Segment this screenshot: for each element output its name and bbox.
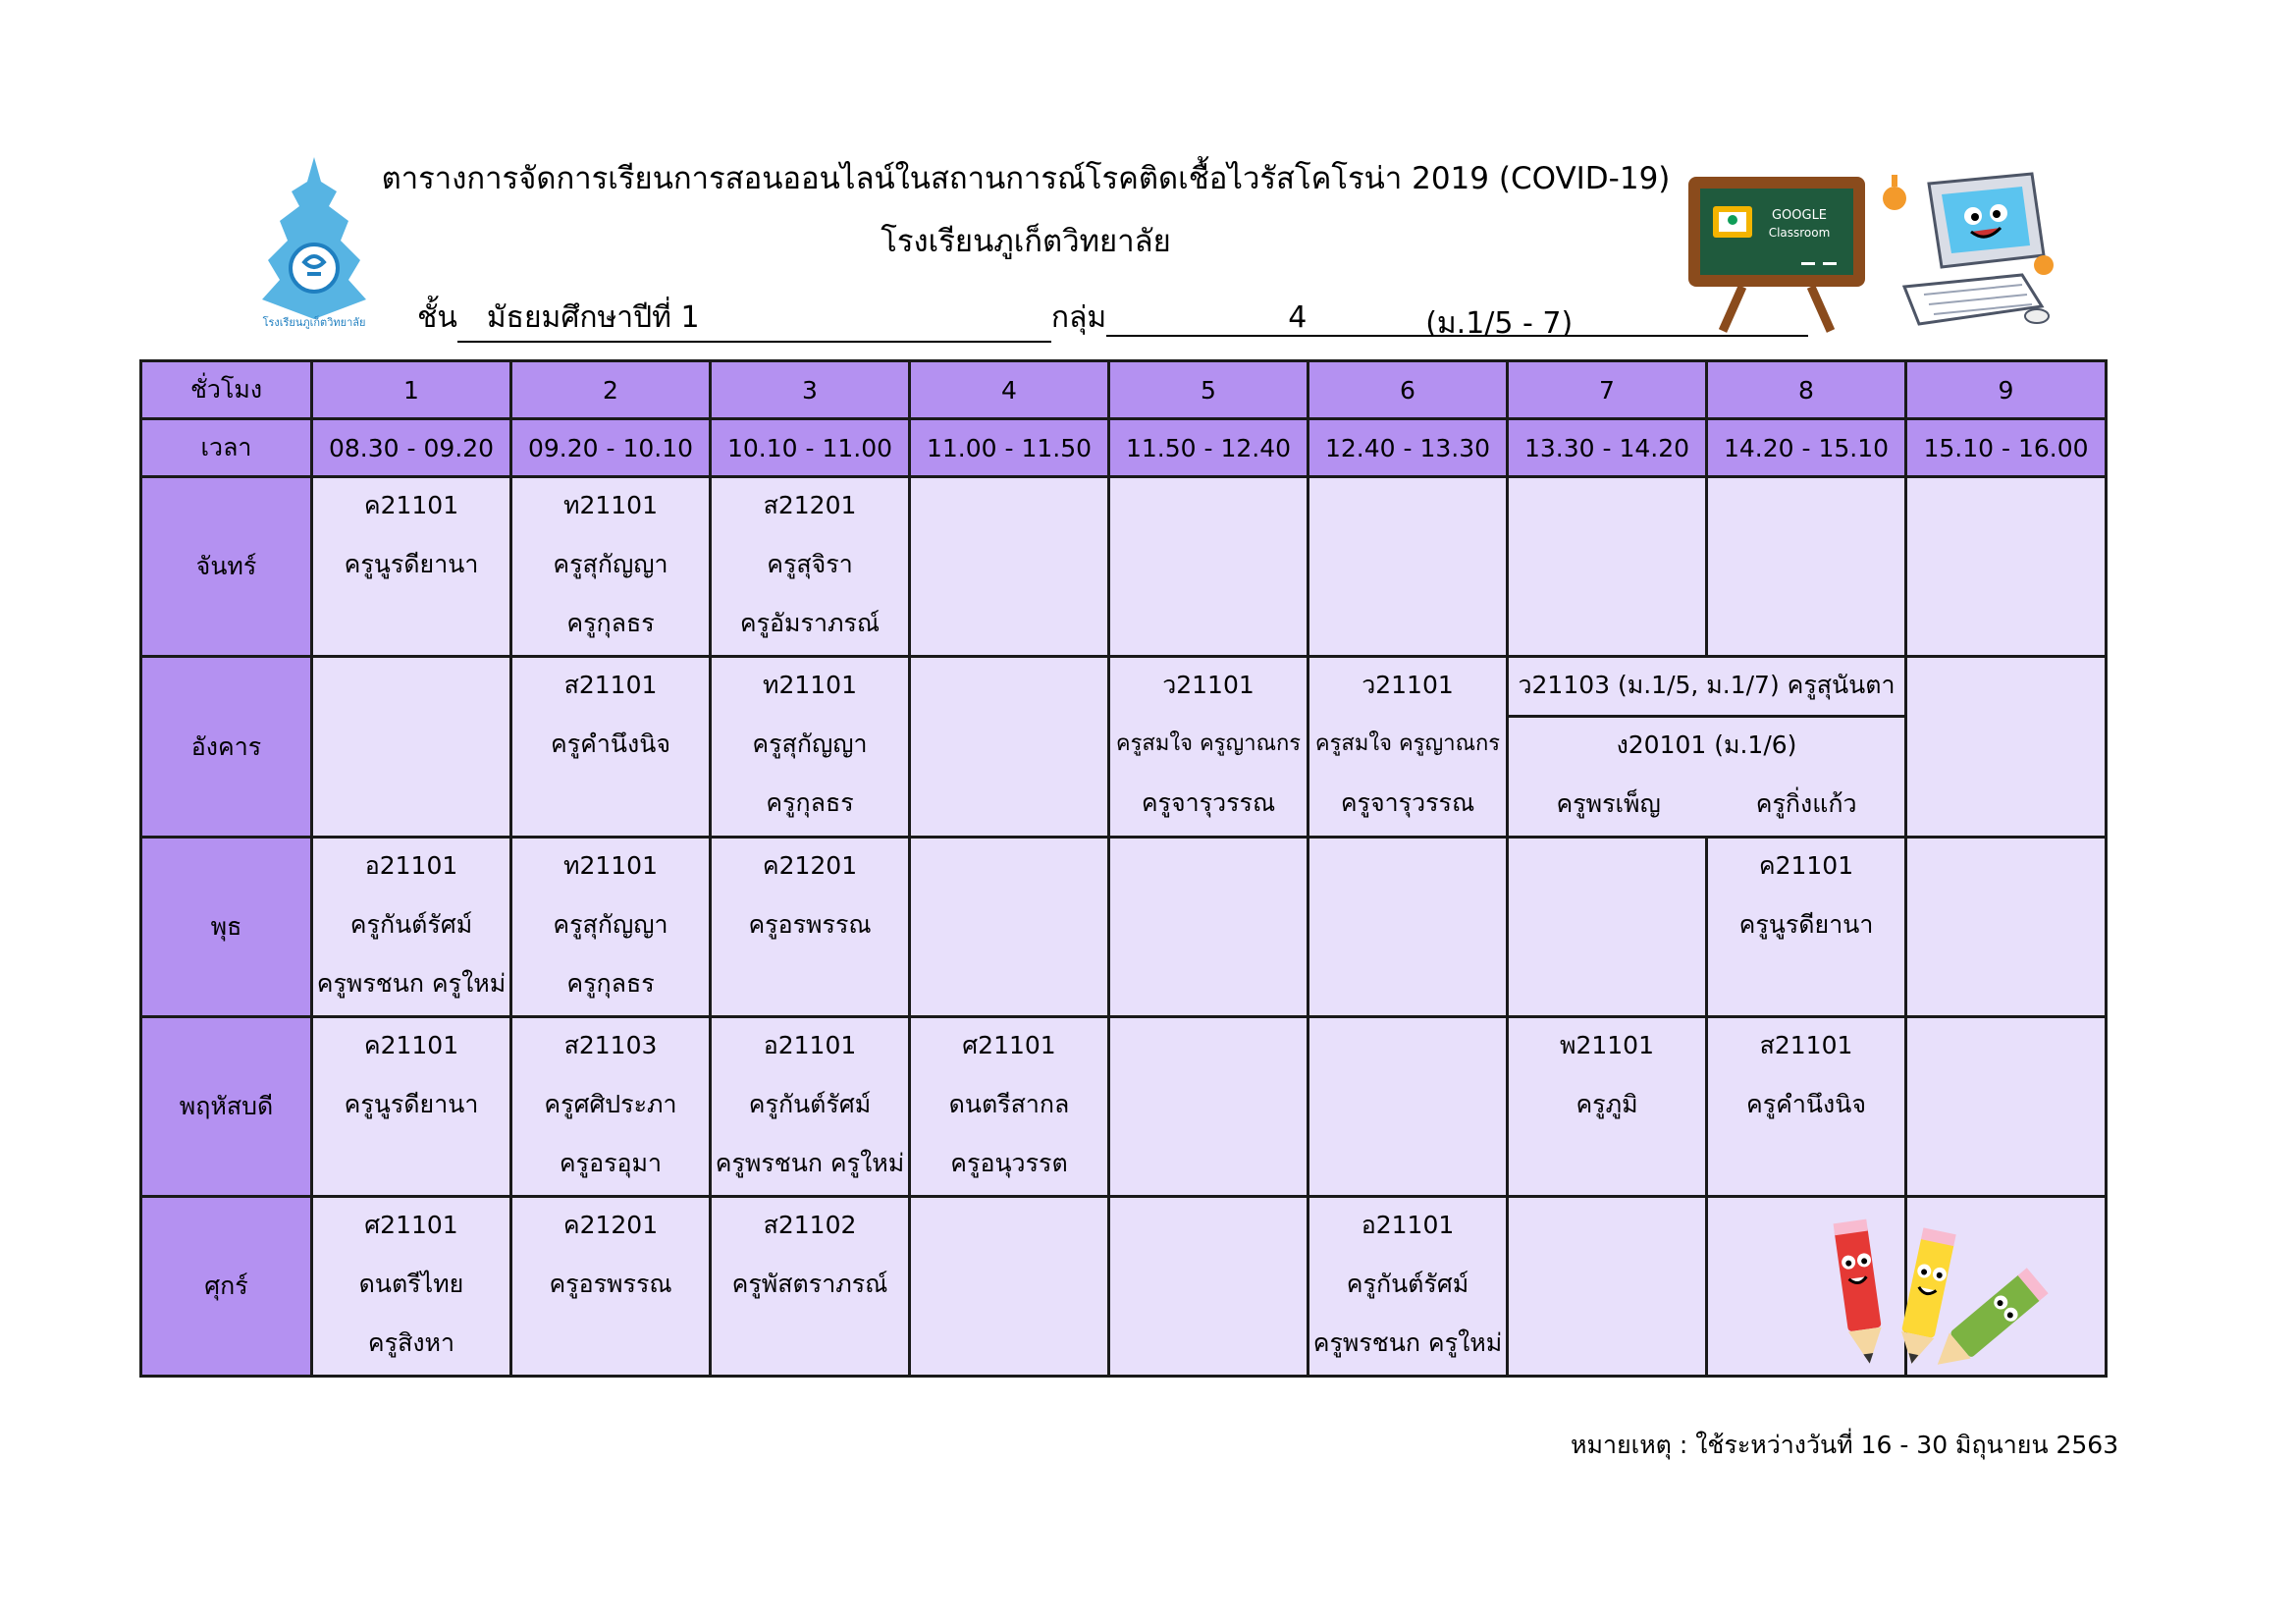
subject-code: ท21101	[562, 491, 658, 519]
time-row-label: เวลา	[141, 419, 312, 477]
period-number: 1	[312, 361, 511, 419]
day-row-tuesday	[141, 657, 2107, 838]
day-row-wednesday	[141, 838, 2107, 1017]
school-logo-icon	[250, 152, 378, 329]
class-info	[417, 295, 1808, 343]
teacher-name: ครูพรเพ็ญ	[1556, 789, 1661, 818]
day-row-friday	[141, 1197, 2107, 1377]
day-label: จันทร์	[141, 477, 312, 657]
class-cell	[1707, 1017, 1906, 1197]
teacher-name: ครูพัสตราภรณ์	[731, 1270, 888, 1298]
period-number: 7	[1508, 361, 1707, 419]
teacher-name: ครูกันต์รัศม์	[349, 910, 473, 939]
class-cell	[1308, 1197, 1508, 1377]
class-cell	[711, 477, 910, 657]
subject-code: ค21201	[562, 1211, 659, 1239]
period-row	[141, 361, 2107, 419]
teacher-name: ครูสมใจ ครูญาณกร	[1115, 731, 1302, 756]
subject-code: ส21103	[563, 1031, 658, 1059]
class-cell	[511, 477, 711, 657]
empty-cell	[1308, 477, 1508, 657]
empty-cell	[910, 477, 1109, 657]
class-cell	[312, 838, 511, 1017]
empty-cell	[1707, 477, 1906, 657]
class-cell	[711, 1017, 910, 1197]
group-classes: (ม.1/5 - 7)	[1425, 306, 1574, 341]
teacher-name: ครูอรอุมา	[559, 1149, 663, 1177]
day-row-thursday	[141, 1017, 2107, 1197]
time-row	[141, 419, 2107, 477]
teacher-name: ครูพรชนก ครูใหม่	[715, 1149, 905, 1177]
pencil-mascots-icon	[1816, 1218, 2061, 1375]
period-number: 3	[711, 361, 910, 419]
subject-code: ค21201	[762, 851, 858, 880]
class-cell	[1308, 657, 1508, 838]
schedule-table	[139, 359, 2108, 1378]
teacher-name: ครูคำนึงนิจ	[551, 730, 670, 758]
subject-code: ว21101	[1162, 671, 1255, 699]
teacher-name: ครูพรชนก ครูใหม่	[1312, 1328, 1503, 1357]
empty-cell	[1109, 1017, 1308, 1197]
time-slot: 13.30 - 14.20	[1508, 419, 1707, 477]
class-cell	[910, 1017, 1109, 1197]
class-cell	[1707, 838, 1906, 1017]
merged-top-line: ว21103 (ม.1/5, ม.1/7) ครูสุนันตา	[1509, 658, 1904, 718]
class-cell	[1109, 657, 1308, 838]
teacher-name: ครูนูรดียานา	[1738, 910, 1874, 939]
empty-cell	[1109, 477, 1308, 657]
day-label: อังคาร	[141, 657, 312, 838]
empty-cell	[1906, 1017, 2107, 1197]
teacher-name: ครูอัมราภรณ์	[739, 609, 881, 637]
teacher-name: ครูสุจิรา	[767, 550, 853, 578]
subject-code: ค21101	[1758, 851, 1854, 880]
grade-value: มัธยมศึกษาปีที่ 1	[457, 295, 1051, 343]
time-slot: 14.20 - 15.10	[1707, 419, 1906, 477]
empty-cell	[1308, 838, 1508, 1017]
teacher-name: ครูจารุวรรณ	[1141, 788, 1276, 817]
subject-code: พ21101	[1559, 1031, 1654, 1059]
subject-code: ง20101 (ม.1/6)	[1616, 731, 1797, 759]
class-cell	[312, 1197, 511, 1377]
teacher-name: ครูอรพรรณ	[549, 1270, 672, 1298]
subject-title: ดนตรีไทย	[358, 1270, 464, 1298]
subject-code: อ21101	[364, 851, 458, 880]
period-number: 8	[1707, 361, 1906, 419]
subject-code: อ21101	[1361, 1211, 1455, 1239]
teacher-name: ครูนูรดียานา	[344, 550, 479, 578]
class-cell	[711, 1197, 910, 1377]
svg-text:โรงเรียนภูเก็ตวิทยาลัย: โรงเรียนภูเก็ตวิทยาลัย	[262, 316, 366, 329]
subject-title: ดนตรีสากล	[948, 1090, 1070, 1118]
grade-label: ชั้น	[417, 300, 457, 335]
teacher-name: ครูกุลธร	[766, 788, 854, 817]
teacher-name: ครูสุกัญญา	[553, 910, 668, 939]
subject-code: ส21101	[1759, 1031, 1853, 1059]
teacher-name: ครูอนุวรรต	[950, 1149, 1068, 1177]
teacher-name: ครูกุลธร	[566, 609, 655, 637]
subject-code: อ21101	[763, 1031, 857, 1059]
empty-cell	[1906, 838, 2107, 1017]
time-slot: 08.30 - 09.20	[312, 419, 511, 477]
time-slot: 11.50 - 12.40	[1109, 419, 1308, 477]
class-cell	[711, 838, 910, 1017]
day-row-monday	[141, 477, 2107, 657]
page-title: ตารางการจัดการเรียนการสอนออนไลน์ในสถานการณ์โรคติดเชื้อไวรัสโคโรน่า 2019 (COVID-19)	[381, 161, 1671, 196]
empty-cell	[1109, 1197, 1308, 1377]
teacher-name: ครูสุกัญญา	[553, 550, 668, 578]
teacher-name: ครูสุกัญญา	[752, 730, 868, 758]
subject-code: ส21101	[563, 671, 658, 699]
subject-code: ว21101	[1362, 671, 1454, 699]
google-classroom-board-icon	[1683, 172, 1870, 334]
day-label: พฤหัสบดี	[141, 1017, 312, 1197]
day-label: ศุกร์	[141, 1197, 312, 1377]
empty-cell	[910, 657, 1109, 838]
subject-code: ส21102	[763, 1211, 857, 1239]
group-value: 4	[1288, 300, 1308, 335]
teacher-name: ครูพรชนก ครูใหม่	[316, 969, 507, 998]
empty-cell	[1508, 838, 1707, 1017]
empty-cell	[1906, 477, 2107, 657]
period-number: 5	[1109, 361, 1308, 419]
teacher-name: ครูสมใจ ครูญาณกร	[1314, 731, 1501, 756]
subject-code: ค21101	[363, 491, 459, 519]
time-slot: 10.10 - 11.00	[711, 419, 910, 477]
class-cell	[312, 1017, 511, 1197]
teacher-name: ครูคำนึงนิจ	[1746, 1090, 1866, 1118]
period-row-label: ชั่วโมง	[141, 361, 312, 419]
subject-code: ศ21101	[962, 1031, 1056, 1059]
teacher-name: ครูกันต์รัศม์	[1346, 1270, 1469, 1298]
class-cell	[511, 1017, 711, 1197]
teacher-name: ครูกุลธร	[566, 969, 655, 998]
empty-cell	[910, 1197, 1109, 1377]
teacher-name: ครูนูรดียานา	[344, 1090, 479, 1118]
time-slot: 15.10 - 16.00	[1906, 419, 2107, 477]
empty-cell	[1308, 1017, 1508, 1197]
class-cell	[1508, 1017, 1707, 1197]
svg-text:Classroom: Classroom	[1768, 226, 1831, 240]
computer-mascot-icon	[1875, 169, 2061, 331]
teacher-name: ครูกันต์รัศม์	[748, 1090, 872, 1118]
group-label: กลุ่ม	[1050, 300, 1107, 335]
time-slot: 09.20 - 10.10	[511, 419, 711, 477]
svg-text:GOOGLE: GOOGLE	[1771, 208, 1828, 223]
period-number: 9	[1906, 361, 2107, 419]
merged-class-cell	[1508, 657, 1906, 838]
class-cell	[511, 657, 711, 838]
empty-cell	[1109, 838, 1308, 1017]
day-label: พุธ	[141, 838, 312, 1017]
class-cell	[711, 657, 910, 838]
class-cell	[511, 838, 711, 1017]
class-cell	[312, 477, 511, 657]
teacher-name: ครูกิ่งแก้ว	[1755, 789, 1857, 818]
subject-code: ศ21101	[364, 1211, 458, 1239]
empty-cell	[1508, 1197, 1707, 1377]
empty-cell	[910, 838, 1109, 1017]
footnote: หมายเหตุ : ใช้ระหว่างวันที่ 16 - 30 มิถุนายน 2563	[1571, 1431, 2119, 1459]
empty-cell	[312, 657, 511, 838]
teacher-name: ครูภูมิ	[1575, 1090, 1638, 1118]
subject-code: ท21101	[762, 671, 857, 699]
teacher-name: ครูสิงหา	[367, 1328, 455, 1357]
empty-cell	[1906, 657, 2107, 838]
period-number: 4	[910, 361, 1109, 419]
subject-code: ค21101	[363, 1031, 459, 1059]
teacher-name: ครูจารุวรรณ	[1340, 788, 1475, 817]
period-number: 2	[511, 361, 711, 419]
subject-code: ท21101	[562, 851, 658, 880]
time-slot: 11.00 - 11.50	[910, 419, 1109, 477]
subject-code: ส21201	[763, 491, 857, 519]
class-cell	[511, 1197, 711, 1377]
school-name: โรงเรียนภูเก็ตวิทยาลัย	[881, 224, 1171, 259]
empty-cell	[1508, 477, 1707, 657]
time-slot: 12.40 - 13.30	[1308, 419, 1508, 477]
teacher-name: ครูศศิประภา	[544, 1090, 677, 1118]
teacher-pair	[1509, 777, 1904, 836]
period-number: 6	[1308, 361, 1508, 419]
teacher-name: ครูอรพรรณ	[748, 910, 872, 939]
